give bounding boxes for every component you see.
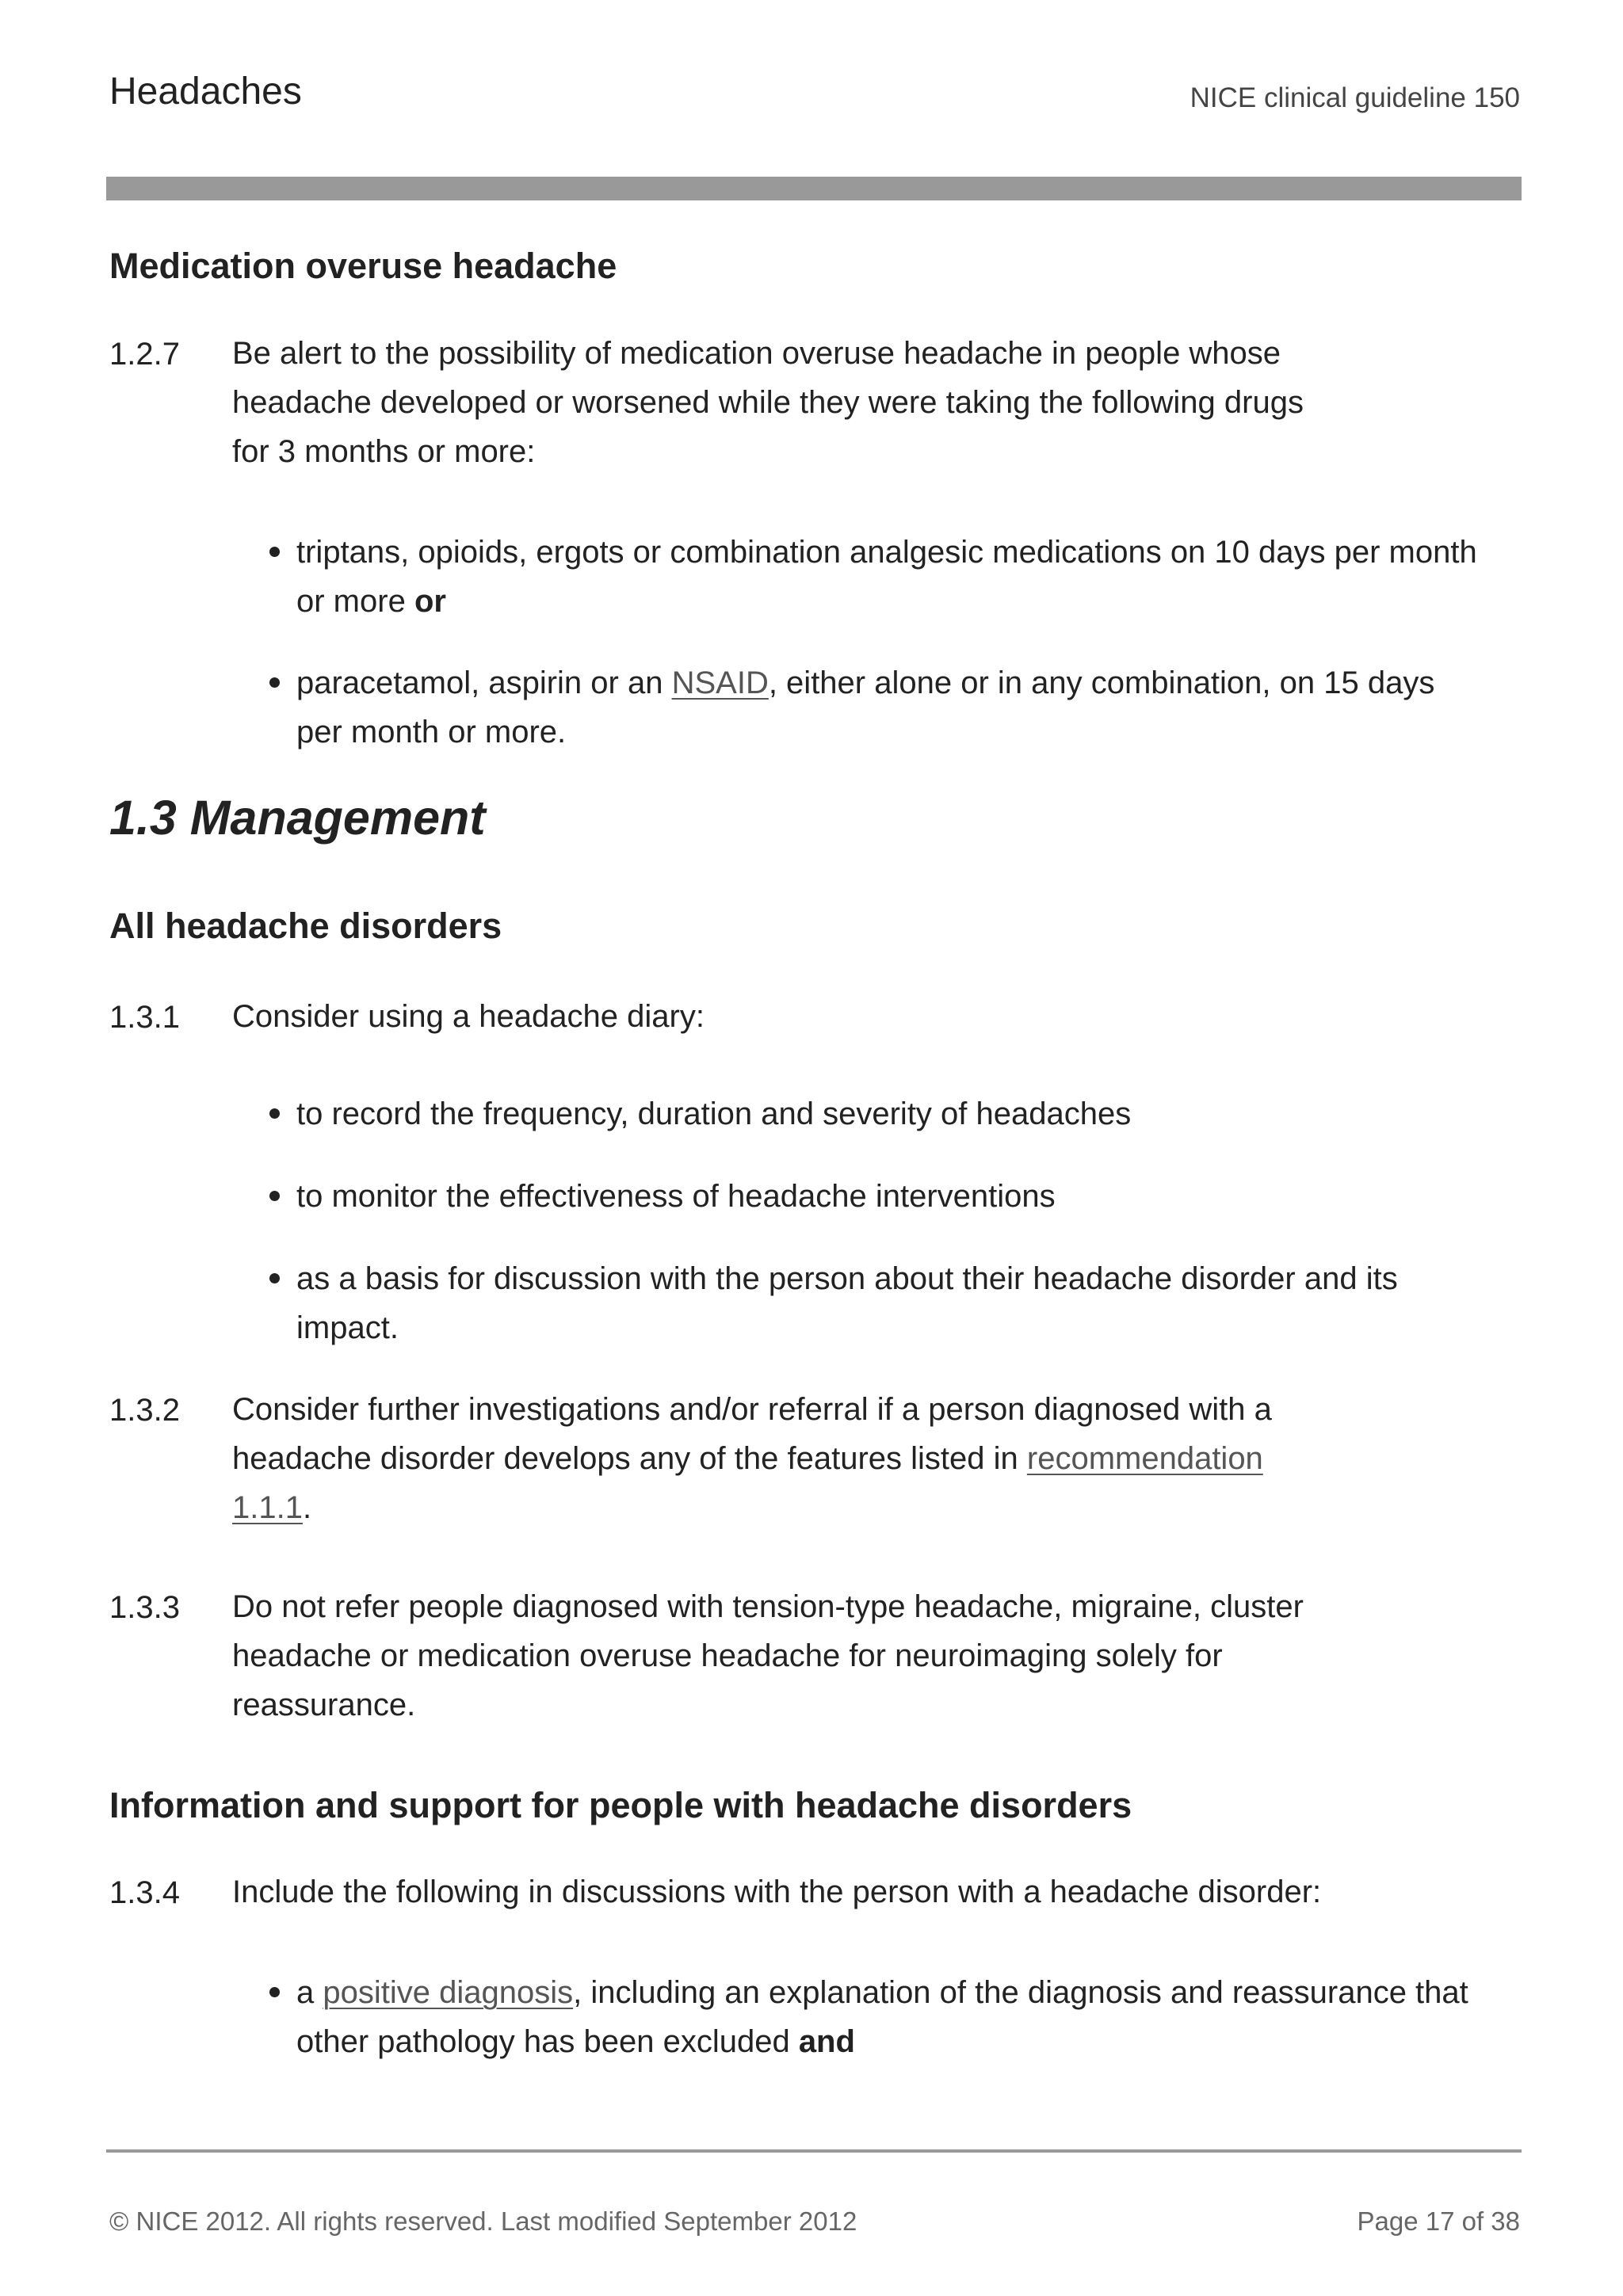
text-fragment: , including an explanation of the diagnosis and reassurance that: [573, 1975, 1468, 2010]
list-item: [296, 528, 1533, 626]
text-line: impact.: [296, 1310, 399, 1345]
recommendation-text: [232, 1385, 1500, 1532]
text-line: to record the frequency, duration and severity of headaches: [296, 1097, 1132, 1131]
section-heading-information-support: Information and support for people with headache disorders: [109, 1785, 1132, 1825]
positive-diagnosis-link[interactable]: positive diagnosis: [323, 1975, 574, 2010]
text-fragment: headache disorder develops any of the features listed in: [232, 1441, 1027, 1476]
list-item: [296, 1089, 1533, 1138]
text-line: [296, 1968, 1533, 2017]
footer-divider: [106, 2149, 1522, 2153]
recommendation-number: 1.3.1: [109, 1000, 180, 1035]
list-item: [296, 658, 1533, 757]
list-item: [296, 1968, 1533, 2066]
recommendation-number: 1.3.4: [109, 1875, 180, 1910]
text-line: [296, 577, 1533, 626]
text-line: [232, 1434, 1500, 1483]
bold-conjunction: or: [414, 584, 446, 619]
recommendation-text: [232, 329, 1500, 476]
bold-conjunction: and: [798, 2024, 855, 2059]
recommendation-text: [232, 1582, 1500, 1730]
text-line: per month or more.: [296, 715, 567, 749]
text-line: to monitor the effectiveness of headache interventions: [296, 1179, 1056, 1214]
text-fragment: , either alone or in any combination, on 15 days: [768, 666, 1435, 700]
page-number: Page 17 of 38: [1357, 2206, 1520, 2236]
section-heading-medication-overuse: Medication overuse headache: [109, 246, 617, 286]
recommendation-link[interactable]: recommendation: [1026, 1441, 1263, 1476]
bullet-icon: [269, 1191, 280, 1201]
text-line: Include the following in discussions with the person with a headache disorder:: [232, 1875, 1322, 1909]
text-line: reassurance.: [232, 1688, 416, 1722]
document-title: Headaches: [109, 71, 302, 113]
guideline-label: NICE clinical guideline 150: [1190, 82, 1520, 113]
bullet-icon: [269, 677, 280, 688]
text-line: headache or medication overuse headache for neuroimaging solely for: [232, 1638, 1223, 1673]
text-line: headache developed or worsened while they were taking the following drugs: [232, 385, 1304, 420]
section-heading-all-headache-disorders: All headache disorders: [109, 906, 502, 946]
text-line: Do not refer people diagnosed with tension-type headache, migraine, cluster: [232, 1589, 1304, 1624]
recommendation-text: [232, 1867, 1500, 1917]
nsaid-link[interactable]: NSAID: [671, 666, 769, 700]
section-heading-management: 1.3 Management: [109, 791, 486, 845]
text-fragment: other pathology has been excluded: [296, 2024, 799, 2059]
bullet-icon: [269, 547, 280, 557]
text-fragment: paracetamol, aspirin or an: [296, 666, 672, 700]
list-item: [296, 1172, 1533, 1221]
recommendation-number: 1.3.3: [109, 1590, 180, 1625]
bullet-icon: [269, 1273, 280, 1283]
bullet-icon: [269, 1987, 280, 1997]
text-line: [296, 658, 1533, 707]
recommendation-number: 1.3.2: [109, 1393, 180, 1428]
text-fragment: .: [302, 1490, 312, 1525]
text-line: [232, 1483, 1500, 1532]
recommendation-number: 1.2.7: [109, 337, 180, 372]
text-fragment: or more: [296, 584, 414, 619]
list-item: [296, 1254, 1533, 1352]
text-line: for 3 months or more:: [232, 434, 536, 469]
text-line: Consider using a headache diary:: [232, 999, 705, 1034]
text-line: Be alert to the possibility of medication overuse headache in people whose: [232, 336, 1281, 371]
text-line: Consider further investigations and/or referral if a person diagnosed with a: [232, 1392, 1272, 1427]
text-line: [296, 2017, 1533, 2066]
recommendation-text: [232, 992, 1500, 1041]
bullet-icon: [269, 1108, 280, 1119]
recommendation-link[interactable]: 1.1.1: [232, 1490, 303, 1525]
text-fragment: a: [296, 1975, 323, 2010]
text-line: triptans, opioids, ergots or combination analgesic medications on 10 days per month: [296, 535, 1477, 570]
text-line: as a basis for discussion with the person about their headache disorder and its: [296, 1261, 1398, 1296]
copyright-notice: © NICE 2012. All rights reserved. Last modified September 2012: [109, 2206, 857, 2236]
header-divider: [106, 177, 1522, 200]
